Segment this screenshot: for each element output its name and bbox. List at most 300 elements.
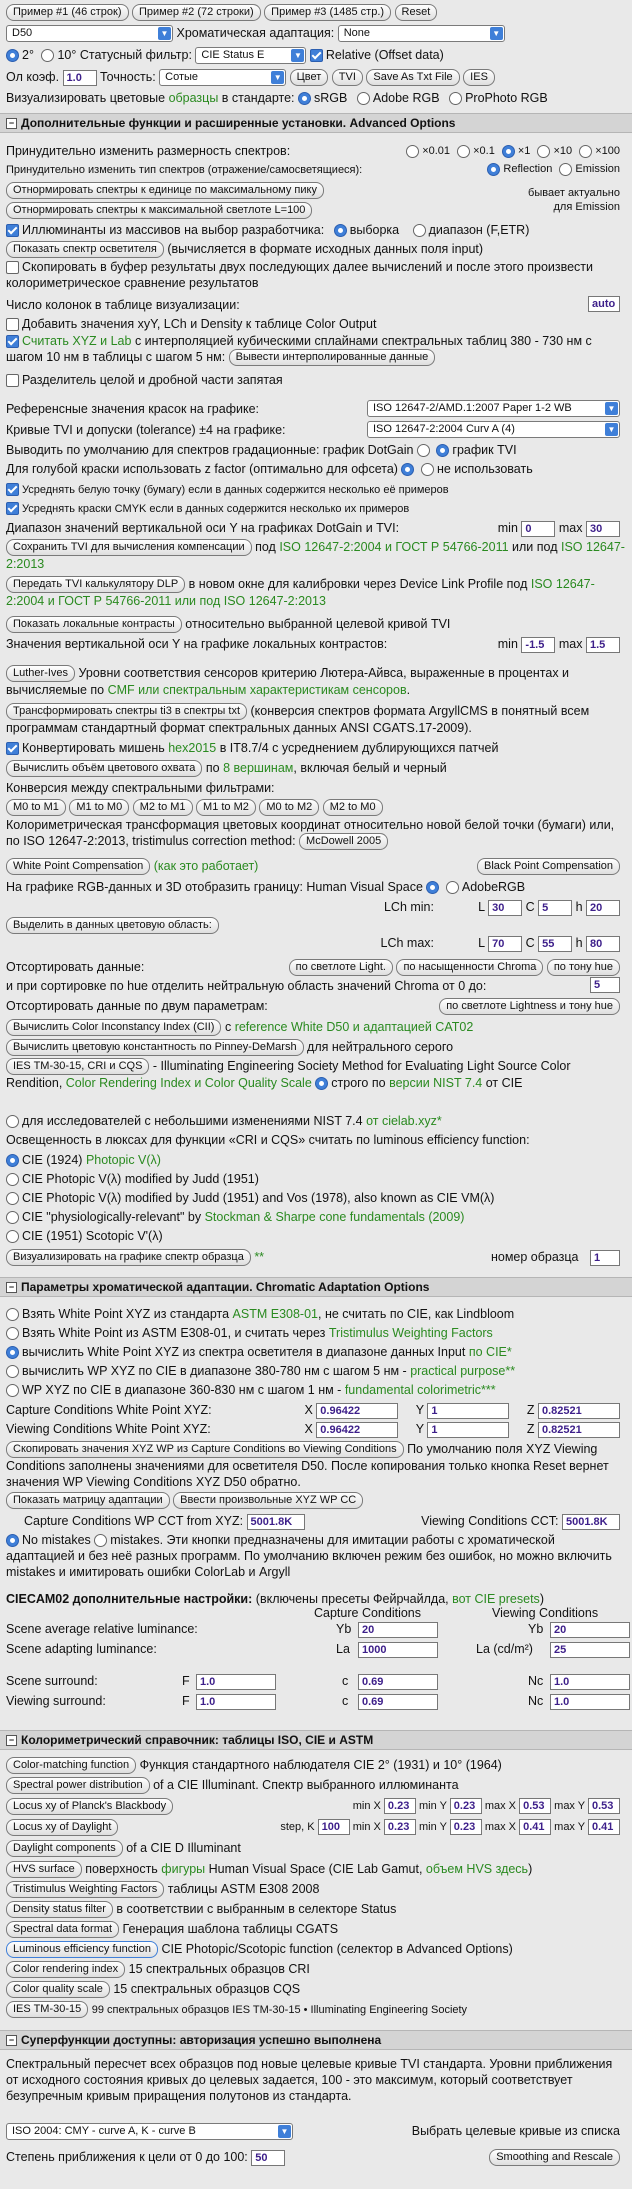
sample-radio[interactable] bbox=[334, 224, 347, 237]
save-tvi-pre: под bbox=[255, 540, 276, 554]
adobe-rgb-radio[interactable] bbox=[357, 92, 370, 105]
dim-1-radio[interactable] bbox=[502, 145, 515, 158]
chevron-down-icon: ▼ bbox=[291, 49, 304, 62]
local-contrast-button[interactable]: Показать локальные контрасты bbox=[6, 616, 182, 633]
wpc-note-link[interactable]: (как это работает) bbox=[153, 859, 259, 873]
srgb-radio[interactable] bbox=[298, 92, 311, 105]
relative-label: Relative (Offset data) bbox=[325, 48, 444, 62]
sample-number-label: номер образца bbox=[490, 1250, 579, 1264]
cat-radio-1[interactable] bbox=[6, 1308, 19, 1321]
vaxis-min-input[interactable]: -1.5 bbox=[521, 637, 555, 653]
super-text-row bbox=[6, 2056, 626, 2104]
twf-button[interactable]: Tristimulus Weighting Factors bbox=[6, 1881, 164, 1898]
cat-opt-1 bbox=[6, 1305, 626, 1323]
reset-button[interactable]: Reset bbox=[395, 4, 438, 21]
observer-10-radio[interactable] bbox=[41, 49, 54, 62]
status-filter-select[interactable] bbox=[195, 47, 306, 64]
example-2-button[interactable]: Пример #2 (72 строки) bbox=[132, 4, 261, 21]
prophoto-label: ProPhoto RGB bbox=[465, 91, 548, 105]
collapse-icon[interactable]: − bbox=[6, 2035, 17, 2046]
calc-xyz-link[interactable]: Считать XYZ и Lab bbox=[22, 334, 132, 348]
lux-radio-1[interactable] bbox=[6, 1154, 19, 1167]
lch-max-h-input[interactable]: 80 bbox=[586, 936, 620, 952]
pass-tvi-text: в новом окне для калибровки через Device Link Profile под bbox=[188, 577, 528, 591]
cii-link[interactable]: reference White D50 и адаптацией CAT02 bbox=[234, 1020, 474, 1034]
illum-dev-label: Иллюминанты из массивов на выбор разработчика: bbox=[22, 223, 325, 237]
collapse-icon[interactable]: − bbox=[6, 118, 17, 129]
ciecam-capture-head: Capture Conditions bbox=[314, 1606, 422, 1620]
collapse-icon[interactable]: − bbox=[6, 1735, 17, 1746]
dotgain-radio[interactable] bbox=[417, 444, 430, 457]
copy-results-row bbox=[6, 259, 626, 291]
separator-checkbox[interactable] bbox=[6, 374, 19, 387]
cii-button[interactable]: Вычислить Color Inconstancy Index (CII) bbox=[6, 1019, 221, 1036]
precision-select[interactable] bbox=[159, 69, 286, 86]
range-axis-label: Диапазон значений вертикальной оси Y на графиках DotGain и TVI: bbox=[6, 521, 400, 535]
nc-label: Nc bbox=[528, 1674, 544, 1688]
cmf-row bbox=[6, 1756, 626, 1774]
m0-m1-button[interactable]: M0 to M1 bbox=[6, 799, 66, 816]
daylight-locus-row bbox=[6, 1818, 626, 1836]
daylight-maxy-input[interactable]: 0.41 bbox=[588, 1819, 620, 1835]
cat-opt-label: WP XYZ по CIE в диапазоне 360-830 нм с шагом 1 нм - bbox=[22, 1383, 342, 1397]
pass-tvi-button[interactable]: Передать TVI калькулятору DLP bbox=[6, 576, 185, 593]
dim-option-label: ×10 bbox=[553, 145, 573, 157]
density-button[interactable]: Density status filter bbox=[6, 1901, 113, 1918]
luther-link[interactable]: CMF или спектральным характеристикам сенсоров bbox=[107, 683, 407, 698]
ies-nist-link[interactable]: версии NIST 7.4 bbox=[389, 1076, 483, 1091]
spd-button[interactable]: Spectral power distribution bbox=[6, 1777, 150, 1794]
lch-min-row bbox=[6, 898, 626, 916]
save-tvi-button[interactable]: Сохранить TVI для вычисления компенсации bbox=[6, 539, 252, 556]
columns-label: Число колонок в таблице визуализации: bbox=[6, 298, 240, 312]
m1-m0-button[interactable]: M1 to M0 bbox=[69, 799, 129, 816]
local-contrast-text: относительно выбранной целевой кривой TVI bbox=[185, 617, 451, 631]
select-area-button[interactable]: Выделить в данных цветовую область: bbox=[6, 917, 219, 934]
illuminant-select[interactable] bbox=[6, 25, 173, 42]
planck-row bbox=[6, 1797, 626, 1815]
cat-radio-5[interactable] bbox=[6, 1384, 19, 1397]
m1-m2-button[interactable]: M1 to M2 bbox=[196, 799, 256, 816]
separator-row bbox=[6, 371, 626, 389]
super-header[interactable] bbox=[0, 2030, 632, 2050]
neutral-label: и при сортировке по hue отделить нейтральную область значений Chroma от 0 до: bbox=[6, 979, 487, 993]
advanced-options-title: Дополнительные функции и расширенные установки. Advanced Options bbox=[21, 116, 456, 130]
dim-100-radio[interactable] bbox=[579, 145, 592, 158]
viewing-z-input[interactable]: 0.82521 bbox=[538, 1422, 620, 1438]
pass-tvi-or: или под bbox=[174, 594, 221, 609]
viewing-wp-label: Viewing Conditions White Point XYZ: bbox=[6, 1422, 211, 1436]
scene-f-input[interactable]: 1.0 bbox=[196, 1674, 276, 1690]
spectrum-type-options bbox=[487, 160, 620, 178]
capture-wp-row bbox=[6, 1401, 626, 1419]
avg-white-checkbox[interactable] bbox=[6, 483, 19, 496]
hex-post: в IT8.7/4 с усреднением дублирующихся патчей bbox=[219, 741, 499, 755]
scene-nc-input[interactable]: 1.0 bbox=[550, 1674, 630, 1690]
adaptation-value: None bbox=[343, 27, 371, 40]
pass-tvi-std1-link[interactable]: ISO 12647-2:2004 и ГОСТ Р 54766-2011 bbox=[6, 577, 595, 609]
zfactor-radio[interactable] bbox=[401, 463, 414, 476]
ies-researchers-radio[interactable] bbox=[6, 1115, 19, 1128]
ciecam-title: CIECAM02 дополнительные настройки: bbox=[6, 1592, 253, 1606]
relative-checkbox[interactable] bbox=[310, 49, 323, 62]
cat-radio-3[interactable] bbox=[6, 1346, 19, 1359]
scene-avg-label: Scene average relative luminance: bbox=[6, 1622, 198, 1636]
no-mistakes-radio[interactable] bbox=[6, 1534, 19, 1547]
l-label: L bbox=[478, 936, 485, 950]
l-label: L bbox=[478, 900, 485, 914]
save-tvi-std2-link[interactable]: ISO 12647-2:2013 bbox=[6, 540, 625, 572]
viewing-y-input[interactable]: 1 bbox=[427, 1422, 509, 1438]
lux-option-link[interactable]: Stockman & Sharpe cone fundamentals (2009) bbox=[204, 1210, 465, 1224]
hex-link[interactable]: hex2015 bbox=[168, 741, 217, 755]
ref-row bbox=[6, 400, 626, 418]
normalize-peak-button[interactable]: Отнормировать спектры к единице по максимальному пику bbox=[6, 182, 324, 199]
degree-row bbox=[6, 2148, 626, 2166]
bpc-button[interactable]: Black Point Compensation bbox=[477, 858, 620, 875]
wpc-button[interactable]: White Point Compensation bbox=[6, 858, 150, 875]
norm-note-2: для Emission bbox=[553, 201, 620, 213]
cat-opt-link[interactable]: fundamental colorimetric*** bbox=[344, 1383, 496, 1397]
example-3-button[interactable]: Пример #3 (1485 стр.) bbox=[264, 4, 391, 21]
m0-m2-button[interactable]: M0 to M2 bbox=[259, 799, 319, 816]
super-text: Спектральный пересчет всех образцов под новые целевые кривые TVI стандарта. Уровни приближения от исходного состояния кривых до целевых задается, 100 - это максимум, который соответствует безупречным кривым приращения полутонов из стандарта. bbox=[6, 2057, 613, 2103]
range-radio[interactable] bbox=[413, 224, 426, 237]
lch-max-row bbox=[6, 934, 626, 952]
adobergb-label: AdobeRGB bbox=[461, 880, 526, 894]
gamut-link[interactable]: 8 вершинам bbox=[223, 761, 294, 775]
m2-m1-button[interactable]: M2 to M1 bbox=[133, 799, 193, 816]
hvs-radio[interactable] bbox=[426, 881, 439, 894]
daylight-comp-button[interactable]: Daylight components bbox=[6, 1840, 123, 1857]
cri-row bbox=[6, 1960, 626, 1978]
viewing-f-input[interactable]: 1.0 bbox=[196, 1694, 276, 1710]
viewing-c-input[interactable]: 0.69 bbox=[358, 1694, 438, 1710]
max-label: max bbox=[558, 637, 583, 651]
lch-min-inputs bbox=[478, 898, 620, 916]
capture-wp-label: Capture Conditions White Point XYZ: bbox=[6, 1403, 212, 1417]
cqs-button[interactable]: Color quality scale bbox=[6, 1981, 110, 1998]
conv-label: Конверсия между спектральными фильтрами: bbox=[6, 781, 275, 795]
ciecam-presets-link[interactable]: вот CIE presets bbox=[452, 1592, 540, 1606]
ti3-button[interactable]: Трансформировать спектры ti3 в спектры txt bbox=[6, 703, 247, 720]
sort-chroma-button[interactable]: по насыщенности Chroma bbox=[396, 959, 543, 976]
dim-001-radio[interactable] bbox=[406, 145, 419, 158]
hvs-figures-link[interactable]: фигуры bbox=[161, 1862, 206, 1876]
yb-capture-input[interactable]: 20 bbox=[358, 1622, 438, 1638]
matrix-row bbox=[6, 1491, 626, 1509]
ies-button[interactable]: IES bbox=[463, 69, 495, 86]
cqs-row bbox=[6, 1980, 626, 1998]
viewing-wp-inputs bbox=[304, 1420, 620, 1438]
dim-option-label: ×100 bbox=[595, 145, 620, 157]
tvi-button[interactable]: TVI bbox=[332, 69, 363, 86]
dim-01-radio[interactable] bbox=[457, 145, 470, 158]
reference-header[interactable] bbox=[0, 1730, 632, 1750]
gamut-button[interactable]: Вычислить объём цветового охвата bbox=[6, 760, 202, 777]
ies-link[interactable]: Color Rendering Index и Color Quality Scale bbox=[65, 1076, 312, 1091]
adobergb-radio[interactable] bbox=[446, 881, 459, 894]
viewing-surround-label: Viewing surround: bbox=[6, 1694, 106, 1708]
neutral-input[interactable]: 5 bbox=[590, 977, 620, 993]
scene-surround-row bbox=[6, 1672, 626, 1690]
lux-radio-5[interactable] bbox=[6, 1230, 19, 1243]
ciecam-viewing-head: Viewing Conditions bbox=[492, 1606, 599, 1620]
hex-row bbox=[6, 739, 626, 757]
copy-wp-text: По умолчанию поля XYZ Viewing Conditions заполнены значениями для осветителя D50. После копирования только кнопка Reset вернет значения WP Viewing Conditions XYZ D50 обратно. bbox=[6, 1442, 609, 1490]
sdf-text: Генерация шаблона таблицы CGATS bbox=[122, 1922, 339, 1936]
ref-select[interactable] bbox=[367, 400, 620, 417]
show-illuminant-note: (вычисляется в формате исходных данных поля input) bbox=[167, 242, 484, 256]
calc-xyz-checkbox[interactable] bbox=[6, 335, 19, 348]
mcdowell-button[interactable]: McDowell 2005 bbox=[299, 833, 388, 850]
save-tvi-std1-link[interactable]: ISO 12647-2:2004 и ГОСТ Р 54766-2011 bbox=[279, 540, 509, 554]
cri-button[interactable]: Color rendering index bbox=[6, 1961, 125, 1978]
cat-opt-link[interactable]: Tristimulus Weighting Factors bbox=[328, 1326, 493, 1340]
ies-ref-button[interactable]: IES TM-30-15 bbox=[6, 2001, 88, 2018]
range-min-input[interactable]: 0 bbox=[521, 521, 555, 537]
ies-cri-button[interactable]: IES TM-30-15, CRI и CQS bbox=[6, 1058, 149, 1075]
lch-max-l-input[interactable]: 70 bbox=[488, 936, 522, 952]
lux-radio-2[interactable] bbox=[6, 1173, 19, 1186]
cat-opt-link[interactable]: ASTM E308-01 bbox=[232, 1307, 319, 1321]
observer-2-radio[interactable] bbox=[6, 49, 19, 62]
lux-option-label: CIE "physiologically-relevant" by bbox=[22, 1210, 202, 1224]
example-1-button[interactable]: Пример #1 (46 строк) bbox=[6, 4, 129, 21]
degree-label: Степень приближения к цели от 0 до 100: bbox=[6, 2150, 248, 2164]
c-label: C bbox=[525, 900, 535, 914]
scene-adapt-row bbox=[6, 1640, 626, 1658]
cii-row bbox=[6, 1018, 626, 1036]
pinney-button[interactable]: Вычислить цветовую константность по Pinney-DeMarsh bbox=[6, 1039, 304, 1056]
planck-miny-input[interactable]: 0.23 bbox=[450, 1798, 482, 1814]
ies-researchers-label: для исследователей с небольшими изменениями NIST 7.4 bbox=[22, 1114, 363, 1128]
enter-wp-button[interactable]: Ввести произвольные XYZ WP CC bbox=[173, 1492, 363, 1509]
planck-inputs bbox=[353, 1797, 620, 1815]
spectrum-type-row bbox=[6, 160, 626, 178]
pass-tvi-row bbox=[6, 576, 626, 609]
colorimetric-text: Колориметрическая трансформация цветовых координат относительно новой белой точки (бумаги) или, по ISO 12647-2:2013, tristimulus correction method: bbox=[6, 818, 615, 848]
z-label: Z bbox=[526, 1422, 535, 1436]
daylight-locus-button[interactable]: Locus xy of Daylight bbox=[6, 1819, 118, 1836]
viewing-x-input[interactable]: 0.96422 bbox=[316, 1422, 398, 1438]
lch-max-label: LCh max: bbox=[380, 936, 434, 950]
emission-radio[interactable] bbox=[559, 163, 572, 176]
lux-option-link[interactable]: Photopic V(λ) bbox=[85, 1153, 161, 1167]
sort-buttons bbox=[289, 958, 620, 976]
lch-min-h-input[interactable]: 20 bbox=[586, 900, 620, 916]
collapse-icon[interactable]: − bbox=[6, 1282, 17, 1293]
miny-label: min Y bbox=[418, 1821, 447, 1833]
lux-option-4 bbox=[6, 1208, 626, 1226]
planck-maxx-input[interactable]: 0.53 bbox=[519, 1798, 551, 1814]
lch-max-c-input[interactable]: 55 bbox=[538, 936, 572, 952]
sdf-button[interactable]: Spectral data format bbox=[6, 1921, 119, 1938]
visualize-spec-button[interactable]: Визуализировать на графике спектр образца bbox=[6, 1249, 251, 1266]
chromatic-adaptation-title: Параметры хроматической адаптации. Chromatic Adaptation Options bbox=[21, 1280, 430, 1294]
srgb-label: sRGB bbox=[314, 91, 348, 105]
luther-ives-button[interactable]: Luther-Ives bbox=[6, 665, 75, 682]
viewing-nc-input[interactable]: 1.0 bbox=[550, 1694, 630, 1710]
examples-row bbox=[6, 3, 626, 21]
hvs-volume-link[interactable]: объем HVS здесь bbox=[425, 1862, 529, 1876]
maxx-label: max X bbox=[484, 1800, 517, 1812]
dim-10-radio[interactable] bbox=[537, 145, 550, 158]
curve-select[interactable] bbox=[6, 2123, 293, 2140]
f-label: F bbox=[182, 1694, 190, 1708]
reflection-label: Reflection bbox=[503, 163, 553, 175]
show-illuminant-button[interactable]: Показать спектр осветителя bbox=[6, 241, 164, 258]
lch-min-l-input[interactable]: 30 bbox=[488, 900, 522, 916]
lux-option-label: CIE Photopic V(λ) modified by Judd (1951) bbox=[22, 1172, 259, 1186]
range-max-input[interactable]: 30 bbox=[586, 521, 620, 537]
show-interpolated-button[interactable]: Вывести интерполированные данные bbox=[229, 349, 436, 366]
add-xyy-row bbox=[6, 315, 626, 333]
vaxis-row bbox=[6, 635, 626, 653]
sdf-row bbox=[6, 1920, 626, 1938]
lux-option-3 bbox=[6, 1189, 626, 1207]
hex-checkbox[interactable] bbox=[6, 742, 19, 755]
columns-input[interactable]: auto bbox=[588, 296, 620, 312]
cri-text: 15 спектральных образцов CRI bbox=[128, 1962, 310, 1976]
conv-buttons-row bbox=[6, 798, 626, 816]
cat-radio-4[interactable] bbox=[6, 1365, 19, 1378]
daylight-miny-input[interactable]: 0.23 bbox=[450, 1819, 482, 1835]
capture-y-input[interactable]: 1 bbox=[427, 1403, 509, 1419]
ies-strict-radio[interactable] bbox=[315, 1077, 328, 1090]
lux-option-5 bbox=[6, 1227, 626, 1245]
calc-xyz-label: с интерполяцией кубическими сплайнами спектральных таблиц 380 - 730 нм с шагом 10 нм в таблицы с шагом 5 нм: bbox=[6, 334, 592, 364]
hvs-surface-button[interactable]: HVS surface bbox=[6, 1861, 82, 1878]
illum-dev-row bbox=[6, 221, 626, 239]
cat-opt-post: , не считать по CIE, как Lindbloom bbox=[318, 1307, 515, 1321]
chromatic-adaptation-header[interactable] bbox=[0, 1277, 632, 1297]
daylight-minx-input[interactable]: 0.23 bbox=[384, 1819, 416, 1835]
viewing-wp-row bbox=[6, 1420, 626, 1438]
tvi-select[interactable] bbox=[367, 421, 620, 438]
planck-minx-input[interactable]: 0.23 bbox=[384, 1798, 416, 1814]
default-graph-label: Выводить по умолчанию для спектров градационные: график DotGain bbox=[6, 443, 414, 457]
cat-opt-link[interactable]: по CIE* bbox=[468, 1345, 512, 1359]
prophoto-radio[interactable] bbox=[449, 92, 462, 105]
tvi-graph-radio[interactable] bbox=[436, 444, 449, 457]
ti3-row bbox=[6, 703, 626, 736]
cct-viewing-label: Viewing Conditions CCT: bbox=[421, 1514, 559, 1528]
advanced-options-header[interactable] bbox=[0, 113, 632, 133]
maxx-label: max X bbox=[484, 1821, 517, 1833]
chevron-down-icon: ▼ bbox=[605, 402, 618, 415]
step-input[interactable]: 100 bbox=[318, 1819, 350, 1835]
illuminant-value: D50 bbox=[12, 27, 33, 40]
visualize-link[interactable]: образцы bbox=[168, 91, 219, 105]
planck-button[interactable]: Locus xy of Planck's Blackbody bbox=[6, 1798, 173, 1815]
degree-input[interactable]: 50 bbox=[251, 2150, 285, 2166]
mistakes-radio[interactable] bbox=[94, 1534, 107, 1547]
smoothing-button[interactable]: Smoothing and Rescale bbox=[489, 2149, 620, 2166]
hvs-row bbox=[6, 878, 626, 896]
mistakes-text: Эти кнопки предназначены для имитации работы с хроматической адаптацией и без неё разных программ. По умолчанию включен режим без ошибок, но можно включить mistakes и имитировать ошибки ColorLab и Argyll bbox=[6, 1533, 612, 1579]
observer-10-label: 10° bbox=[57, 48, 77, 62]
capture-z-input[interactable]: 0.82521 bbox=[538, 1403, 620, 1419]
yb-viewing-input[interactable]: 20 bbox=[550, 1622, 630, 1638]
pass-tvi-std2-link[interactable]: ISO 12647-2:2013 bbox=[223, 594, 326, 609]
sort-hue-button[interactable]: по тону hue bbox=[547, 959, 620, 976]
chevron-down-icon: ▼ bbox=[605, 423, 618, 436]
planck-maxy-input[interactable]: 0.53 bbox=[588, 1798, 620, 1814]
sort2-button[interactable]: по светлоте Lightness и тону hue bbox=[439, 998, 620, 1015]
spd-text: of a CIE Illuminant. Спектр выбранного иллюминанта bbox=[153, 1778, 459, 1792]
show-matrix-button[interactable]: Показать матрицу адаптации bbox=[6, 1492, 170, 1509]
capture-x-input[interactable]: 0.96422 bbox=[316, 1403, 398, 1419]
la-capture-input[interactable]: 1000 bbox=[358, 1642, 438, 1658]
cat-radio-2[interactable] bbox=[6, 1327, 19, 1340]
cat-opt-label: Взять White Point XYZ из стандарта bbox=[22, 1307, 230, 1321]
normalize-lightness-button[interactable]: Отнормировать спектры к максимальной светлоте L=100 bbox=[6, 202, 312, 219]
cat-opt-label: Взять White Point из ASTM E308-01, и считать через bbox=[22, 1326, 326, 1340]
avg-cmyk-checkbox[interactable] bbox=[6, 502, 19, 515]
scene-avg-row bbox=[6, 1620, 626, 1638]
gamut-pre: по bbox=[205, 761, 220, 775]
chevron-down-icon: ▼ bbox=[278, 2125, 291, 2138]
adaptation-select[interactable] bbox=[338, 25, 505, 42]
copy-wp-row bbox=[6, 1441, 626, 1490]
vaxis-label: Значения вертикальной оси Y на графике локальных контрастов: bbox=[6, 637, 388, 651]
capture-wp-inputs bbox=[304, 1401, 620, 1419]
illum-dev-checkbox[interactable] bbox=[6, 224, 19, 237]
dimension-label: Принудительно изменить размерность спектров: bbox=[6, 144, 291, 158]
ies-strict-label: строго по bbox=[331, 1076, 386, 1091]
color-button[interactable]: Цвет bbox=[290, 69, 329, 86]
cct-capture-label: Capture Conditions WP CCT from XYZ: bbox=[24, 1514, 244, 1528]
ol-label: Ол коэф. bbox=[6, 70, 60, 84]
vaxis-max-input[interactable]: 1.5 bbox=[586, 637, 620, 653]
sort-light-button[interactable]: по светлоте Light. bbox=[289, 959, 393, 976]
cqs-text: 15 спектральных образцов CQS bbox=[113, 1982, 301, 1996]
reflection-radio[interactable] bbox=[487, 163, 500, 176]
daylight-comp-row bbox=[6, 1839, 626, 1857]
m2-m0-button[interactable]: M2 to M0 bbox=[323, 799, 383, 816]
sort-row bbox=[6, 958, 626, 976]
scene-c-input[interactable]: 0.69 bbox=[358, 1674, 438, 1690]
lef-button[interactable]: Luminous efficiency function bbox=[6, 1941, 158, 1958]
copy-wp-button[interactable]: Скопировать значения XYZ WP из Capture Conditions во Viewing Conditions bbox=[6, 1441, 404, 1458]
daylight-comp-text: of a CIE D Illuminant bbox=[126, 1841, 241, 1855]
miny-label: min Y bbox=[418, 1800, 447, 1812]
cat-opt-link[interactable]: practical purpose** bbox=[410, 1364, 516, 1378]
lux-radio-4[interactable] bbox=[6, 1211, 19, 1224]
lch-max-inputs bbox=[478, 934, 620, 952]
lux-radio-3[interactable] bbox=[6, 1192, 19, 1205]
copy-results-checkbox[interactable] bbox=[6, 261, 19, 274]
cmf-button[interactable]: Color-matching function bbox=[6, 1757, 136, 1774]
sample-number-input[interactable]: 1 bbox=[590, 1250, 620, 1266]
lch-min-c-input[interactable]: 5 bbox=[538, 900, 572, 916]
adaptation-label: Хроматическая адаптация: bbox=[176, 26, 335, 40]
add-xyy-checkbox[interactable] bbox=[6, 318, 19, 331]
zfactor-off-radio[interactable] bbox=[421, 463, 434, 476]
zfactor-off-label: не использовать bbox=[436, 462, 533, 476]
density-row bbox=[6, 1900, 626, 1918]
ol-input[interactable]: 1.0 bbox=[63, 70, 97, 86]
luther-row: Luther-Ives Уровни соответствия сенсоров критерию Лютера-Айвса, выраженные в процентах и вычисляемые по CMF или спектральным характеристикам сенсоров. bbox=[6, 666, 570, 698]
daylight-maxx-input[interactable]: 0.41 bbox=[519, 1819, 551, 1835]
cat-opt-label: вычислить White Point XYZ из спектра осветителя в диапазоне данных Input bbox=[22, 1345, 466, 1359]
avg-cmyk-label: Усреднять краски CMYK если в данных содержится несколько их примеров bbox=[22, 503, 410, 515]
ies-site-link[interactable]: от cielab.xyz* bbox=[366, 1114, 442, 1128]
la-viewing-input[interactable]: 25 bbox=[550, 1642, 630, 1658]
save-txt-button[interactable]: Save As Txt File bbox=[366, 69, 459, 86]
hvs-pre: поверхность bbox=[85, 1862, 158, 1876]
